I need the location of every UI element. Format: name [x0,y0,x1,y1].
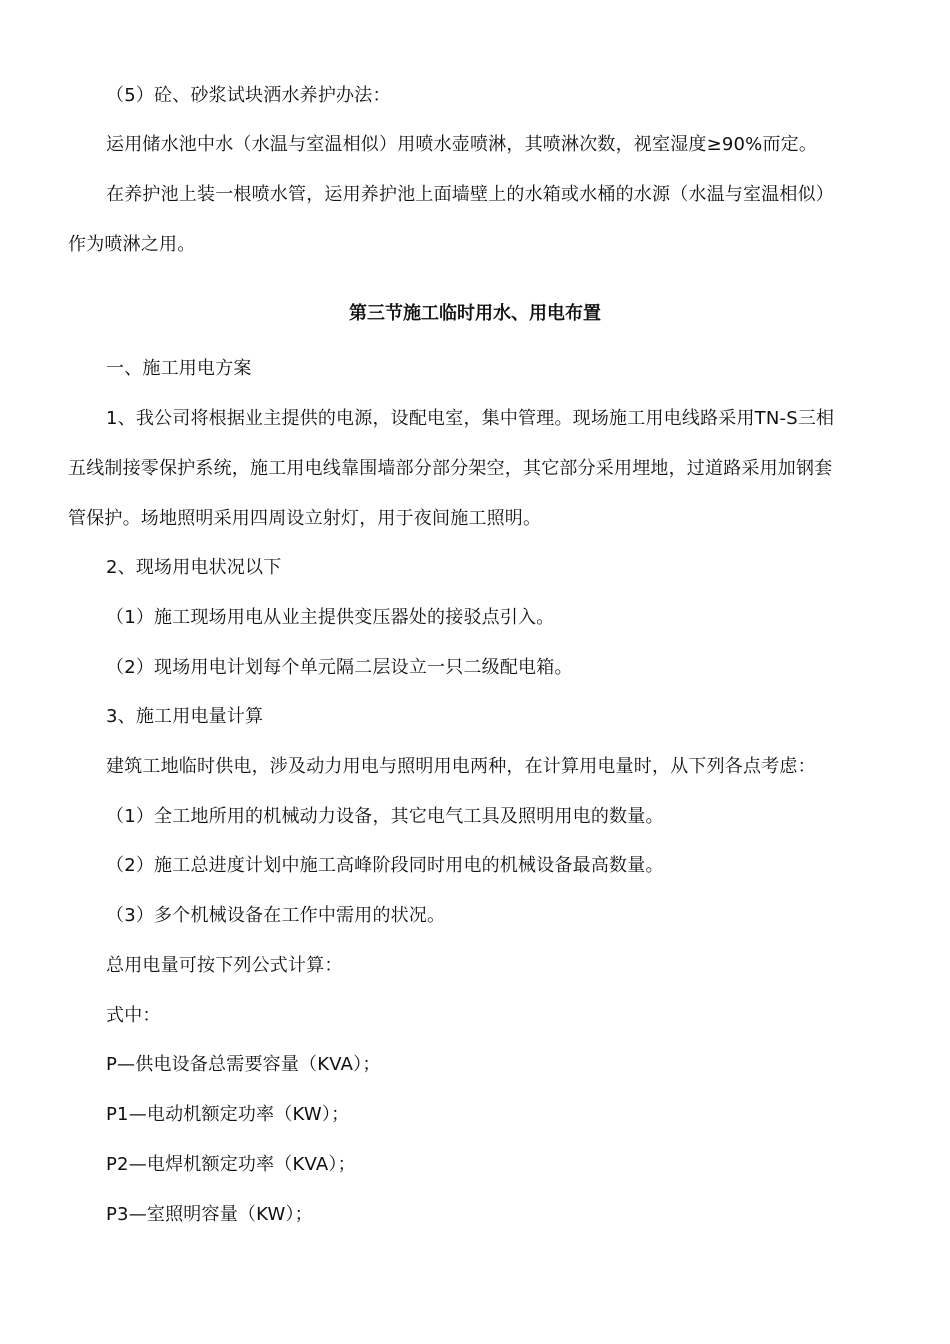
definition-p3: P3—室照明容量（KW）； [106,1204,313,1225]
item-2-sub-1: （1）施工现场用电从业主提供变压器处的接驳点引入。 [106,607,555,628]
formula-where: 式中： [106,1005,161,1026]
section-heading: 第三节施工临时用水、用电布置 [349,303,601,324]
item-2-sub-2: （2）现场用电计划每个单元隔二层设立一只二级配电箱。 [106,657,573,678]
item-1-line-3: 管保护。场地照明采用四周设立射灯，用于夜间施工照明。 [68,508,542,529]
curing-paragraph-2-line-1: 在养护池上装一根喷水管，运用养护池上面墙壁上的水箱或水桶的水源（水温与室温相似） [106,184,834,205]
definition-p2: P2—电焊机额定功率（KVA）； [106,1154,356,1175]
item-1-line-2: 五线制接零保护系统，施工用电线靠围墙部分部分架空，其它部分采用埋地，过道路采用加钢套 [68,458,833,479]
item-3-sub-1: （1）全工地所用的机械动力设备，其它电气工具及照明用电的数量。 [106,806,664,827]
curing-paragraph-2-line-2: 作为喷淋之用。 [68,234,196,255]
formula-intro: 总用电量可按下列公式计算： [106,955,343,976]
item-2-title: 2、现场用电状况以下 [106,557,282,578]
definition-p: P—供电设备总需要容量（KVA）； [106,1054,381,1075]
item-3-title: 3、施工用电量计算 [106,706,264,727]
definition-p1: P1—电动机额定功率（KW）； [106,1104,350,1125]
item-1-line-1: 1、我公司将根据业主提供的电源，设配电室，集中管理。现场施工用电线路采用TN-S三相 [106,408,835,429]
curing-paragraph-1: 运用储水池中水（水温与室温相似）用喷水壶喷淋，其喷淋次数，视室湿度≥90%而定。 [106,134,818,155]
item-3-sub-2: （2）施工总进度计划中施工高峰阶段同时用电的机械设备最高数量。 [106,855,664,876]
item-3-sub-3: （3）多个机械设备在工作中需用的状况。 [106,905,446,926]
curing-method-title: （5）砼、砂浆试块洒水养护办法： [106,85,391,106]
item-3-intro: 建筑工地临时供电，涉及动力用电与照明用电两种，在计算用电量时，从下列各点考虑： [106,756,816,777]
subheading-power-plan: 一、施工用电方案 [106,358,252,379]
